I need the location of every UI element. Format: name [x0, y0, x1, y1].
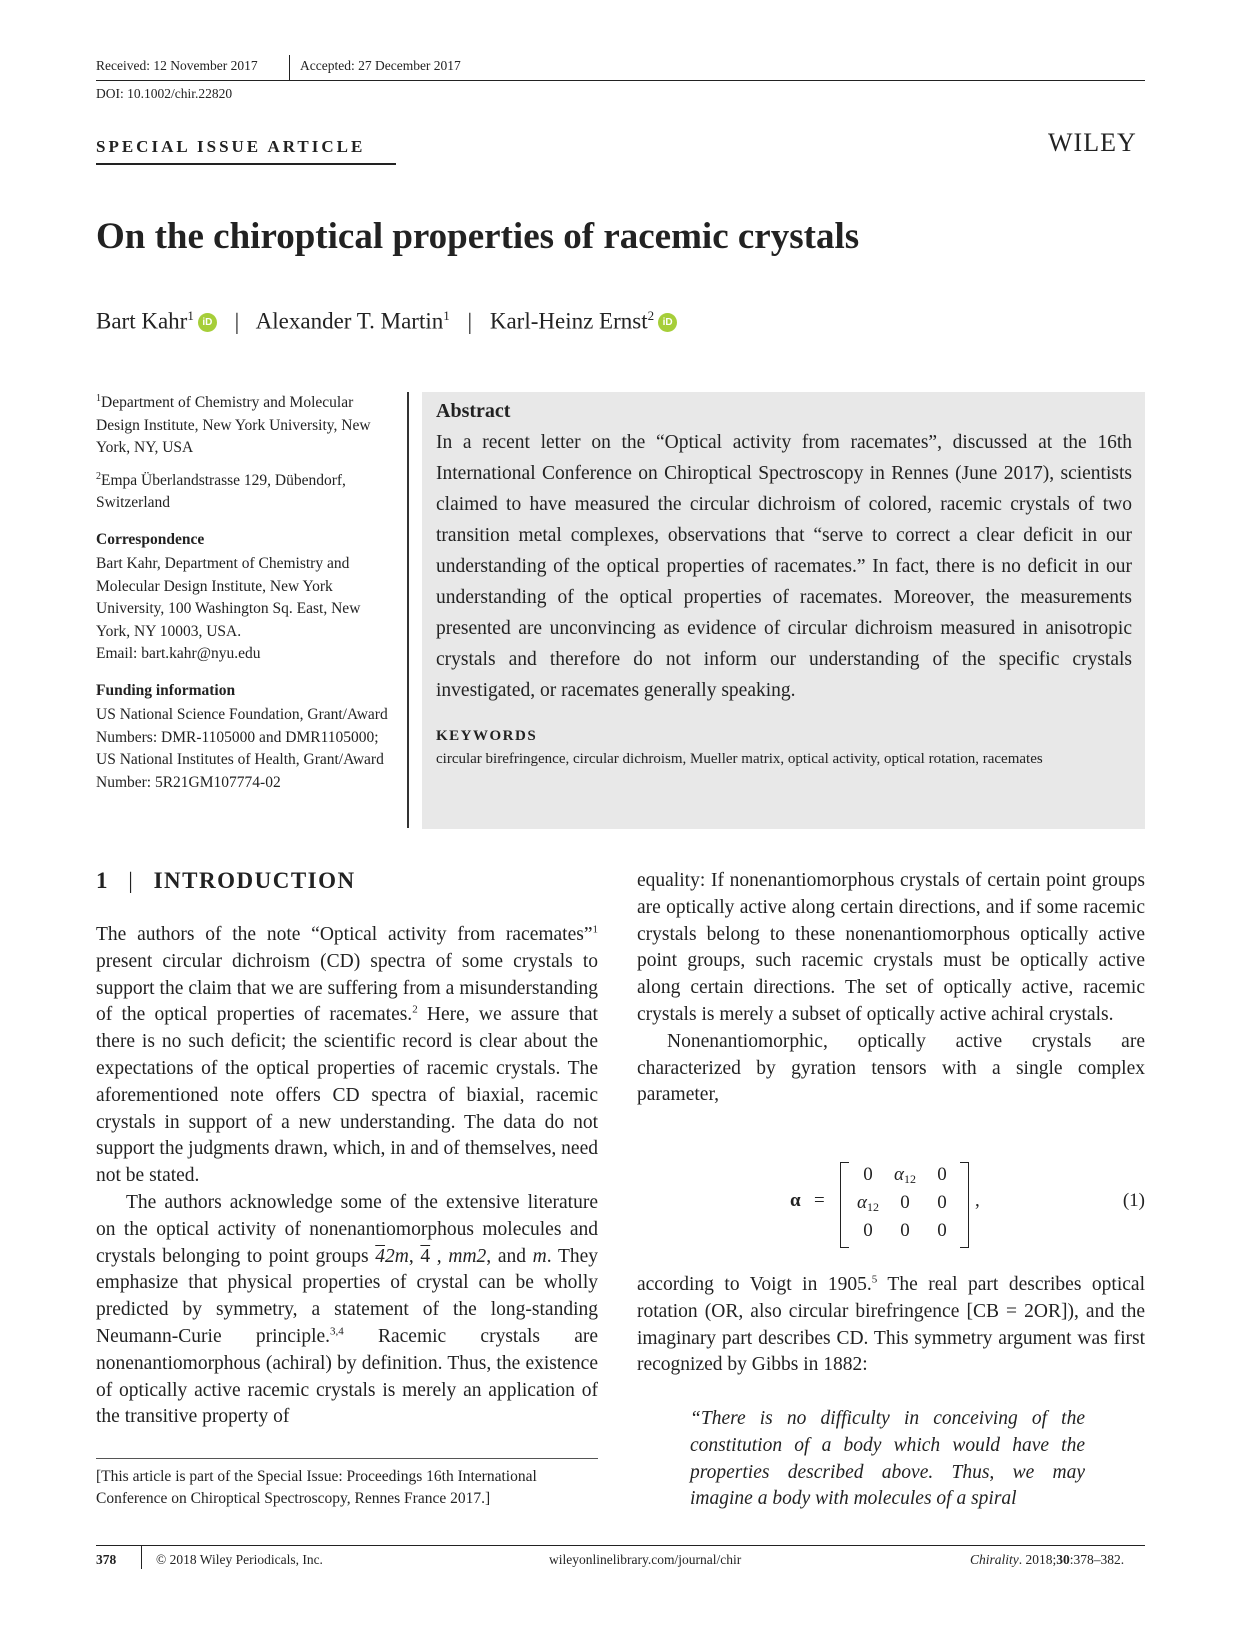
header-separator: [289, 55, 290, 80]
paragraph: according to Voigt in 1905.$^5$ The real part describes optical rotation (OR, also circular birefringence [CB = 2OR]), and the imaginary part describes CD. This symmetry argument was first recognized by Gibbs in 1882:: [637, 1273, 1145, 1376]
keywords-list: circular birefringence, circular dichroism, Mueller matrix, optical activity, optical rotation, racemates: [436, 751, 1043, 767]
article-title: On the chiroptical properties of racemic crystals: [96, 216, 860, 257]
paragraph: The authors of the note “Optical activity from racemates”$^1$ present circular dichroism (CD) spectra of some crystals to support the claim that we are suffering from a misunderstanding of the optical properties of racemates.$^2$ Here, we assure that there is no such deficit; the scientific record is clear about the expectations of the optical properties of racemic crystals. The aforementioned note offers CD spectra of biaxial, racemic crystals in support of a new understanding. The data do not support the judgments drawn, which, in and of themselves, need not be stated.: [96, 923, 598, 1187]
block-quote: “There is no difficulty in conceiving of the constitution of a body which would have the properties described above. Thus, we may imagine a body with molecules of a spiral: [690, 1408, 1085, 1510]
received-date: Received: 12 November 2017: [96, 58, 258, 73]
author-separator: |: [234, 308, 240, 334]
header-rule: [96, 80, 1145, 81]
abstract-box: [422, 392, 1145, 829]
orcid-icon[interactable]: iD: [198, 313, 217, 332]
author-name[interactable]: Karl-Heinz Ernst: [489, 308, 648, 334]
author-separator: |: [467, 308, 473, 334]
article-type: SPECIAL ISSUE ARTICLE: [96, 137, 366, 156]
citation-link[interactable]: 5: [871, 1273, 878, 1286]
body-right-column: [637, 868, 1145, 1109]
orcid-icon[interactable]: iD: [658, 313, 677, 332]
author-name[interactable]: Alexander T. Martin: [255, 308, 444, 334]
affiliation: $^2$Empa Überlandstrasse 129, Dübendorf, Switzerland: [96, 470, 346, 512]
correspondence-email[interactable]: Email: bart.kahr@nyu.edu: [96, 645, 261, 663]
citation-link[interactable]: 2: [412, 1003, 418, 1016]
correspondence-heading: Correspondence: [96, 530, 205, 548]
copyright: © 2018 Wiley Periodicals, Inc.: [156, 1552, 323, 1567]
column-divider: [407, 392, 409, 828]
author-name[interactable]: Bart Kahr: [96, 308, 188, 334]
author-affiliation-mark: 2: [647, 308, 655, 323]
paragraph: Nonenantiomorphic, optically active crystals are characterized by gyration tensors with a single complex parameter,: [637, 1030, 1145, 1106]
footer-separator: [141, 1545, 142, 1569]
abstract-text: In a recent letter on the “Optical activity from racemates”, discussed at the 16th International Conference on Chiroptical Spectroscopy in Rennes (June 2017), scientists claimed to have measured the circular dichroism of colored, racemic crystals of two transition metal complexes, observations that “serve to correct a clear deficit in our understanding of the optical properties of racemates.” In fact, there is no deficit in our understanding of the optical properties of racemates. Moreover, the measurements presented are unconvincing as evidence of circular dichroism measured in anisotropic crystals and therefore do not inform our understanding of the specific crystals investigated, or racemates generally speaking.: [436, 432, 1132, 701]
citation: Chirality. 2018;30:378–382.: [970, 1552, 1125, 1567]
footnote-rule: [96, 1458, 598, 1459]
funding-text: US National Science Foundation, Grant/Award Numbers: DMR-1105000 and DMR1105000; US National Institutes of Health, Grant/Award Number: 5R21GM107774-02: [96, 706, 388, 791]
paragraph: equality: If nonenantiomorphous crystals of certain point groups are optically active along certain directions, and if some racemic crystals belong to these nonenantiomorphous optically active point groups, such racemic crystals must be optically active along certain directions. The set of optically active, racemic crystals is merely a subset of optically active achiral crystals.: [637, 870, 1145, 1025]
article-info-column: [96, 388, 396, 800]
article-type-underline: [96, 163, 396, 165]
equation-lhs: α: [790, 1190, 801, 1211]
affiliation: $^1$Department of Chemistry and Molecular Design Institute, New York University, New York, NY, USA: [96, 393, 371, 457]
citation-link[interactable]: 1: [592, 923, 598, 936]
author-list: [96, 308, 677, 335]
author-affiliation-mark: 1: [187, 308, 194, 323]
body-left-column: [96, 922, 598, 1431]
body-right-column-continued: [637, 1272, 1145, 1379]
citation-link[interactable]: 3,4: [330, 1325, 344, 1338]
paragraph: The authors acknowledge some of the extensive literature on the optical activity of nonenantiomorphous molecules and crystals belonging to point groups 42m, 4 , mm2, and m. They emphasize that physical properties of crystal can be wholly predicted by symmetry, a statement of the long-standing Neumann-Curie principle.$^{3,4}$ Racemic crystals are nonenantiomorphous (achiral) by definition. Thus, the existence of optically active racemic crystals is merely an application of the transitive property of: [96, 1191, 599, 1428]
page-number: 378: [96, 1552, 117, 1567]
equation-1: α = 0 $\alpha_{12}$ 0 $\alpha_{12}$ 0 0 0 0 0 , (1): [790, 1162, 1145, 1246]
footer-rule: [96, 1545, 1145, 1546]
author-affiliation-mark: 1: [443, 308, 450, 323]
section-heading: 1 | INTRODUCTION: [96, 868, 356, 893]
publisher-logo: WILEY: [1048, 128, 1137, 157]
doi: DOI: 10.1002/chir.22820: [96, 86, 233, 101]
correspondence-text: Bart Kahr, Department of Chemistry and Molecular Design Institute, New York University, 100 Washington Sq. East, New York, NY 10003, USA.: [96, 555, 361, 640]
footnote: [This article is part of the Special Issue: Proceedings 16th International Conference on Chiroptical Spectroscopy, Rennes France 2017.]: [96, 1468, 537, 1507]
keywords-heading: KEYWORDS: [436, 728, 538, 744]
abstract-heading: Abstract: [436, 400, 511, 422]
equation-number: (1): [1122, 1190, 1145, 1211]
journal-url[interactable]: wileyonlinelibrary.com/journal/chir: [549, 1552, 742, 1567]
funding-heading: Funding information: [96, 681, 236, 699]
accepted-date: Accepted: 27 December 2017: [300, 58, 461, 73]
